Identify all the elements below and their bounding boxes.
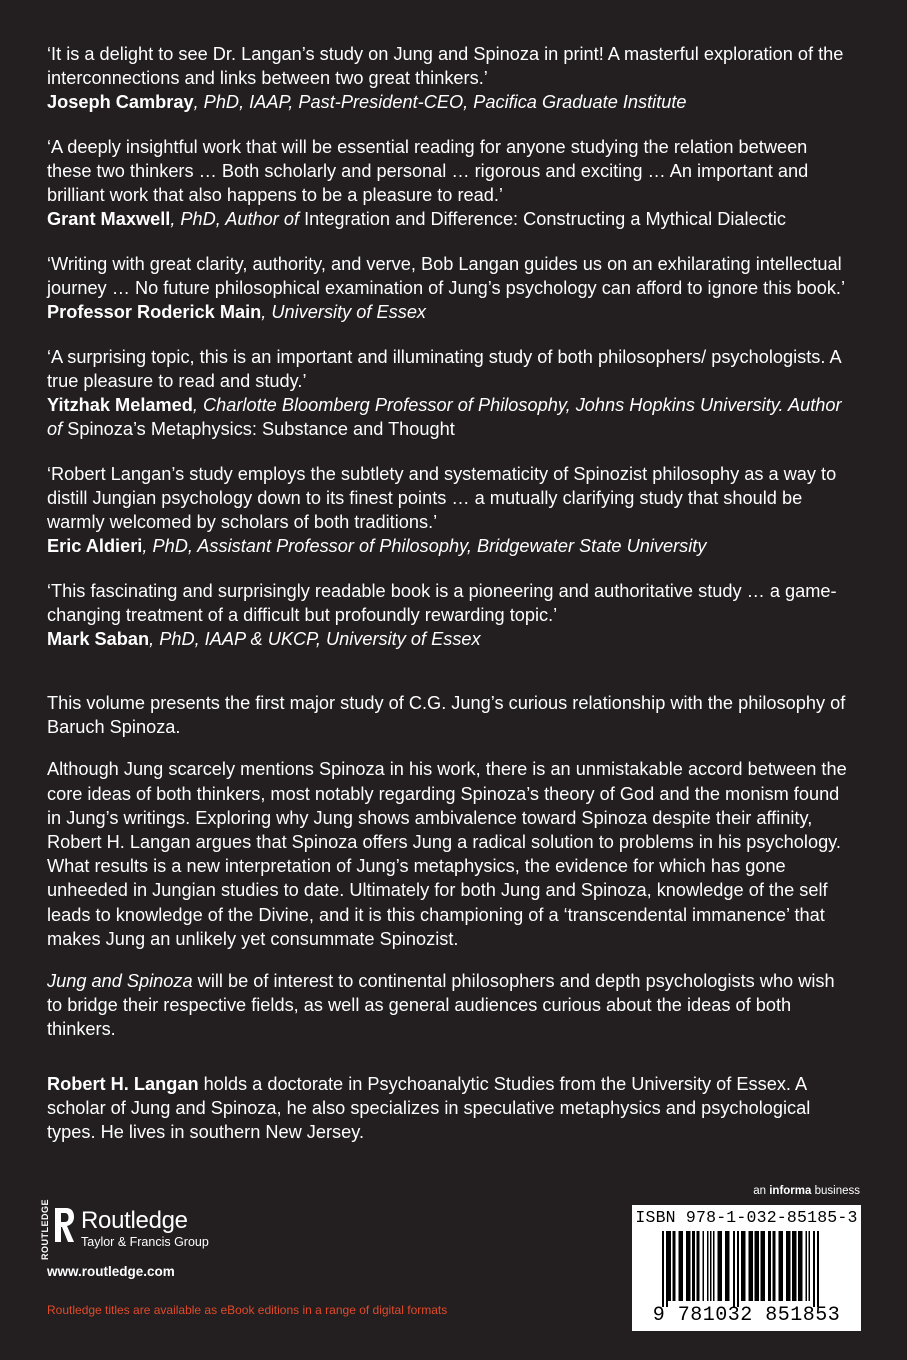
endorsement (47, 579, 847, 651)
book-title: Jung and Spinoza (47, 971, 193, 992)
endorser-name: Grant Maxwell (47, 209, 171, 229)
publisher-name: Routledge (81, 1207, 188, 1234)
ean-lead: 9 (652, 1304, 666, 1327)
endorsement (47, 345, 847, 441)
endorser-name: Professor Roderick Main (47, 302, 262, 322)
endorser-work-title: Integration and Difference: Constructing a Mythical Dialectic (304, 209, 786, 229)
endorsement (47, 252, 847, 324)
endorser-credentials: , PhD, IAAP & UKCP, University of Essex (149, 629, 481, 649)
ean-digits (632, 1304, 861, 1327)
informa-brand: informa (769, 1185, 812, 1197)
endorsement-text: ‘Writing with great clarity, authority, and verve, Bob Langan guides us on an exhilarating intellectual journey … No future philosophical examination of Jung’s psychology can afford to ignore this book.’ (47, 254, 846, 298)
endorsement-text: ‘A deeply insightful work that will be essential reading for anyone studying the relation between these two thinkers … Both scholarly and personal … rigorous and exciting … An important and brilliant work that also happens to be a pleasure to read.’ (47, 137, 809, 205)
endorsements (47, 42, 847, 651)
ean-group-1: 781032 (677, 1304, 753, 1327)
isbn-barcode (632, 1205, 861, 1331)
endorsement-attribution (47, 90, 847, 114)
barcode-bars (646, 1231, 847, 1307)
informa-label (753, 1185, 860, 1197)
author-bio (47, 1072, 847, 1145)
endorser-credentials: , PhD, IAAP, Past-President-CEO, Pacifica Graduate Institute (193, 92, 687, 112)
book-description (47, 691, 847, 1042)
description-paragraph-3 (47, 969, 847, 1042)
endorsement-text: ‘This fascinating and surprisingly readable book is a pioneering and authoritative study … a game-changing treatment of a difficult but profoundly rewarding topic.’ (47, 581, 837, 625)
author-bio-text: holds a doctorate in Psychoanalytic Studies from the University of Essex. A scholar of Jung and Spinoza, he also specializes in speculative metaphysics and psychological types. He lives in southern New Jersey. (47, 1073, 811, 1143)
endorser-name: Mark Saban (47, 629, 150, 649)
endorsement-text: ‘It is a delight to see Dr. Langan’s study on Jung and Spinoza in print! A masterful exploration of the interconnections and links between two great thinkers.’ (47, 44, 844, 88)
description-paragraph-3-text: will be of interest to continental philosophers and depth psychologists who wish to bridge their respective fields, as well as general audiences curious about the ideas of both thinkers. (47, 971, 835, 1040)
endorsement-attribution (47, 393, 847, 441)
endorsement (47, 42, 847, 114)
endorser-credentials: , University of Essex (261, 302, 427, 322)
endorsement-attribution (47, 627, 847, 651)
back-cover-text (47, 42, 847, 1162)
endorsement-attribution (47, 207, 847, 231)
routledge-r-icon (53, 1202, 75, 1260)
endorser-work-title: Spinoza’s Metaphysics: Substance and Thought (67, 419, 455, 439)
endorsement-text: ‘A surprising topic, this is an important and illuminating study of both philosophers/ psychologists. A true pleasure to read and study.’ (47, 347, 841, 391)
endorser-name: Eric Aldieri (47, 536, 143, 556)
endorsement (47, 462, 847, 558)
endorser-credentials: , PhD, Assistant Professor of Philosophy, Bridgewater State University (142, 536, 707, 556)
publisher-block (40, 1198, 600, 1317)
description-paragraph-1: This volume presents the first major study of C.G. Jung’s curious relationship with the philosophy of Baruch Spinoza. (47, 693, 846, 738)
endorsement-text: ‘Robert Langan’s study employs the subtlety and systematicity of Spinozist philosophy as a way to distill Jungian psychology down to its finest points … a mutually clarifying study that should be warmly welcomed by scholars of both traditions.’ (47, 464, 837, 532)
endorsement-attribution (47, 534, 847, 558)
endorser-credentials: , PhD, Author of (170, 209, 305, 229)
endorser-name: Yitzhak Melamed (47, 395, 193, 415)
endorsement-attribution (47, 300, 847, 324)
ebook-note: Routledge titles are available as eBook editions in a range of digital formats (47, 1303, 448, 1317)
description-paragraph-2: Although Jung scarcely mentions Spinoza in his work, there is an unmistakable accord between the core ideas of both thinkers, most notably regarding Spinoza’s theory of God and the monism found in Jung’s writings. Exploring why Jung shows ambivalence toward Spinoza despite their affinity, Robert H. Langan argues that Spinoza offers Jung a radical solution to problems in his psychology. What results is a new interpretation of Jung’s metaphysics, the evidence for which has gone unheeded in Jungian studies to date. Ultimately for both Jung and Spinoza, knowledge of the self leads to knowledge of the Divine, and it is this championing of a ‘transcendental immanence’ that makes Jung an unlikely yet consummate Spinozist. (47, 759, 847, 949)
author-name: Robert H. Langan (47, 1073, 199, 1094)
endorsement (47, 135, 847, 231)
publisher-group: Taylor & Francis Group (81, 1235, 209, 1249)
routledge-logo (40, 1198, 600, 1260)
informa-suffix: business (811, 1185, 860, 1197)
endorser-name: Joseph Cambray (47, 92, 194, 112)
logo-vertical-label: ROUTLEDGE (40, 1198, 50, 1260)
informa-prefix: an (753, 1185, 770, 1197)
ean-group-2: 851853 (765, 1304, 841, 1327)
publisher-website: www.routledge.com (47, 1264, 175, 1279)
endorser-credentials: , Charlotte Bloomberg Professor of Philosophy, Johns Hopkins University. Author of (47, 395, 842, 439)
isbn-text: ISBN 978-1-032-85185-3 (635, 1208, 858, 1227)
